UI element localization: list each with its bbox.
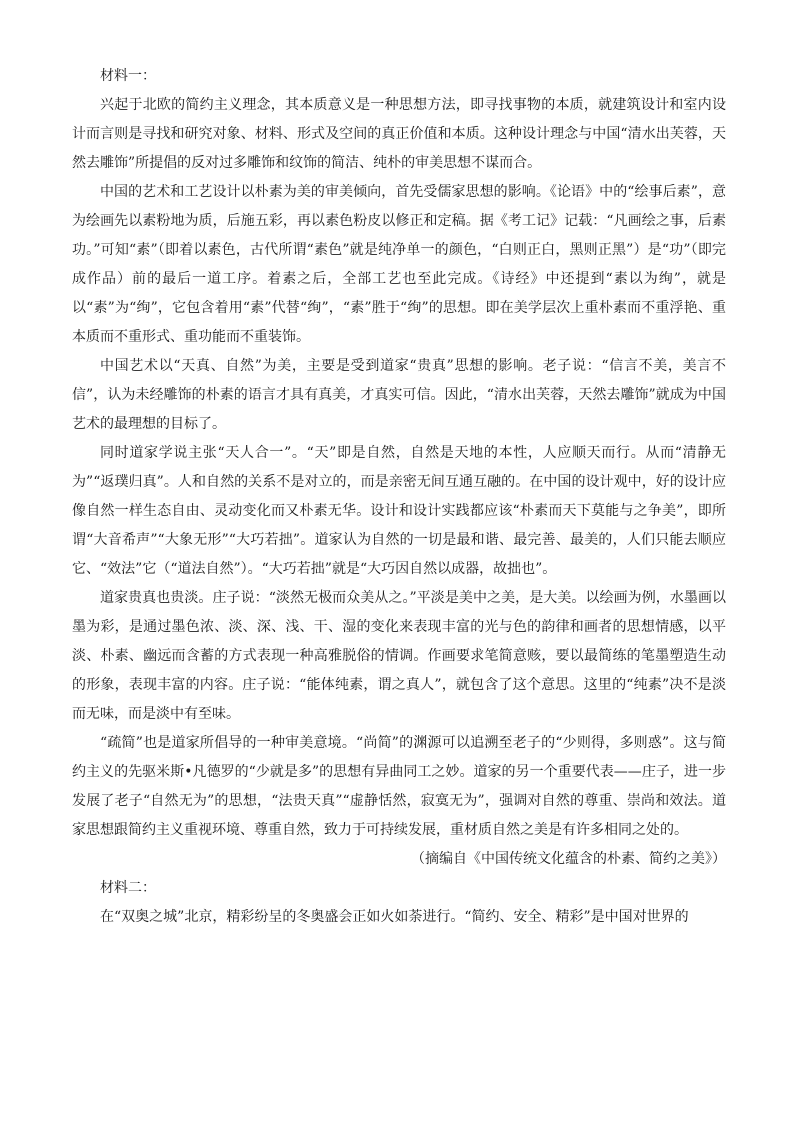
material-1-paragraph-5: 道家贵真也贵淡。庄子说：“淡然无极而众美从之。”平淡是美中之美，是大美。以绘画为例，水墨画以墨为彩，是通过墨色浓、淡、深、浅、干、湿的变化来表现丰富的光与色的韵律和画者的思想情感，以平淡、朴素、幽远而含蓄的方式表现一种高雅脱俗的情调。作画要求笔简意赅，要以最简练的笔墨塑造生动的形象，表现丰富的内容。庄子说：“能体纯素，谓之真人”，就包含了这个意思。这里的“纯素”决不是淡而无味，而是淡中有至味。 [72, 590, 726, 722]
material-1-paragraph-3: 中国艺术以“天真、自然”为美，主要是受到道家“贵真”思想的影响。老子说：“信言不美，美言不信”，认为未经雕饰的朴素的语言才具有真美，才真实可信。因此，“清水出芙蓉，天然去雕饰”就成为中国艺术的最理想的目标了。 [72, 358, 726, 432]
material-1-heading: 材料一： [100, 68, 156, 84]
material-1-paragraph-1: 兴起于北欧的简约主义理念，其本质意义是一种思想方法，即寻找事物的本质，就建筑设计和室内设计而言则是寻找和研究对象、材料、形式及空间的真正价值和本质。这种设计理念与中国“清水出芙蓉，天然去雕饰”所提倡的反对过多雕饰和纹饰的简洁、纯朴的审美思想不谋而合。 [72, 97, 726, 171]
material-1-paragraph-6: “疏简”也是道家所倡导的一种审美意境。“尚简”的渊源可以追溯至老子的“少则得，多则惑”。这与简约主义的先驱米斯•凡德罗的“少就是多”的思想有异曲同工之妙。道家的另一个重要代表——庄子，进一步发展了老子“自然无为”的思想，“法贵天真”“虚静恬然，寂寞无为”，强调对自然的尊重、崇尚和效法。道家思想跟简约主义重视环境、尊重自然，致力于可持续发展，重材质自然之美是有许多相同之处的。 [72, 735, 726, 838]
material-2-paragraph-1: 在“双奥之城”北京，精彩纷呈的冬奥盛会正如火如荼进行。“简约、安全、精彩”是中国对世界的 [100, 909, 689, 925]
material-1-paragraph-4: 同时道家学说主张“天人合一”。“天”即是自然，自然是天地的本性，人应顺天而行。从而“清静无为”“返璞归真”。人和自然的关系不是对立的，而是亲密无间互通互融的。在中国的设计观中，好的设计应像自然一样生态自由、灵动变化而又朴素无华。设计和设计实践都应该“朴素而天下莫能与之争美”，即所谓“大音希声”“大象无形”“大巧若拙”。道家认为自然的一切是最和谐、最完善、最美的，人们只能去顺应它、“效法”它（“道法自然”）。“大巧若拙”就是“大巧因自然以成器，故拙也”。 [72, 445, 726, 577]
material-1-source: （摘编自《中国传统文化蕴含的朴素、简约之美》） [411, 851, 726, 867]
material-2-heading: 材料二： [100, 880, 156, 896]
material-1-paragraph-2: 中国的艺术和工艺设计以朴素为美的审美倾向，首先受儒家思想的影响。《论语》中的“绘事后素”，意为绘画先以素粉地为质，后施五彩，再以素色粉皮以修正和定稿。据《考工记》记载：“凡画绘之事，后素功。”可知“素”（即着以素色，古代所谓“素色”就是纯净单一的颜色，“白则正白，黑则正黑”）是“功”（即完成作品）前的最后一道工序。着素之后，全部工艺也至此完成。《诗经》中还提到“素以为绚”，就是以“素”为“绚”，它包含着用“素”代替“绚”，“素”胜于“绚”的思想。即在美学层次上重朴素而不重浮艳、重本质而不重形式、重功能而不重装饰。 [72, 184, 726, 345]
